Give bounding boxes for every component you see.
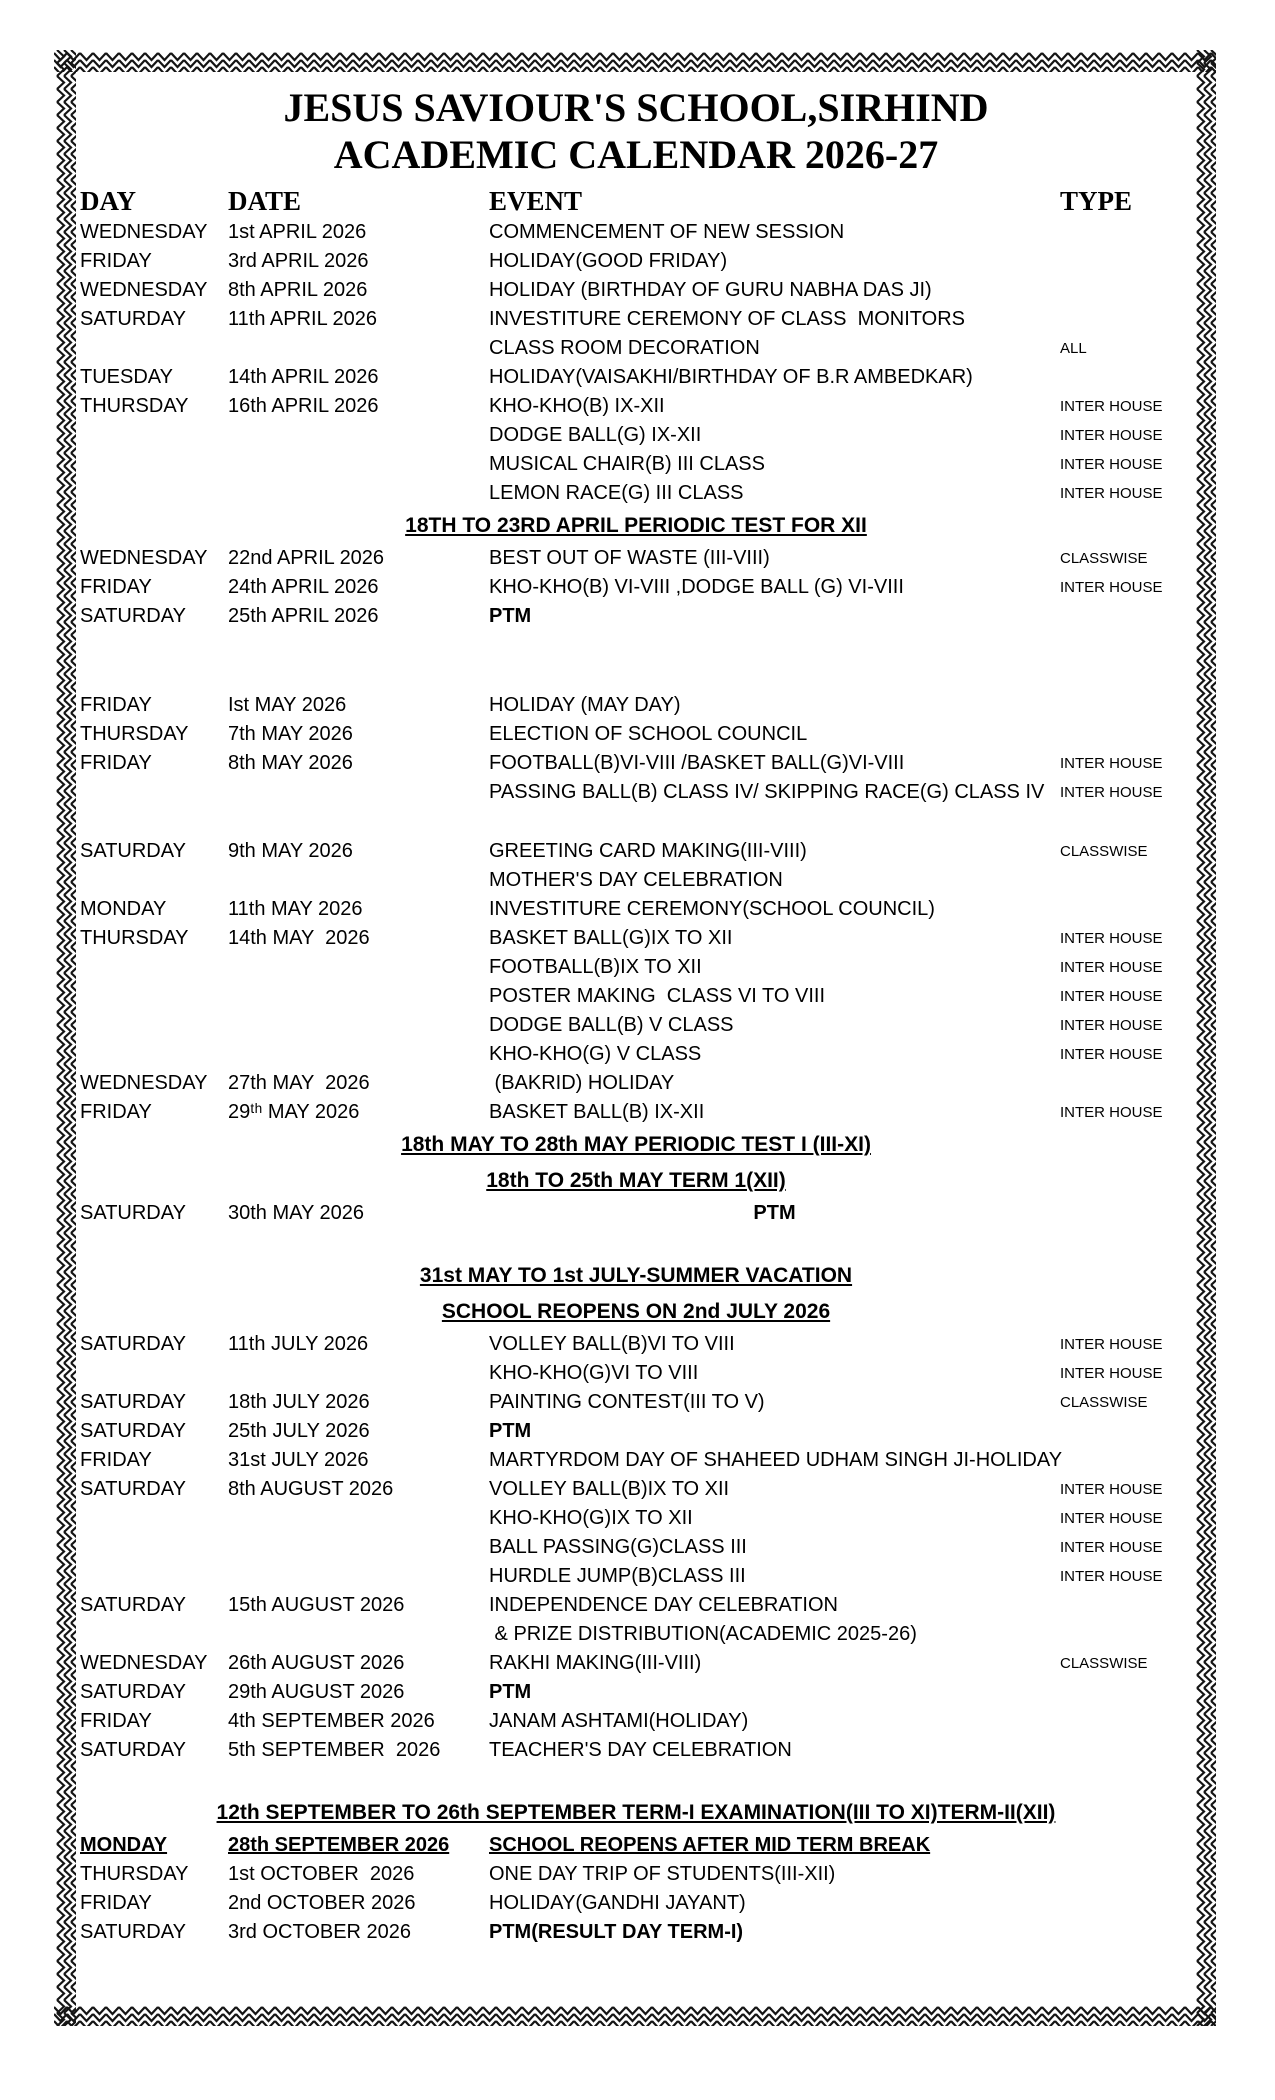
day-cell bbox=[80, 982, 228, 1011]
event-cell: BALL PASSING(G)CLASS III bbox=[489, 1536, 747, 1558]
event-cell: VOLLEY BALL(B)VI TO VIII bbox=[489, 1333, 735, 1355]
calendar-row bbox=[80, 1707, 1192, 1736]
type-cell: CLASSWISE bbox=[1060, 1394, 1148, 1411]
day-cell: THURSDAY bbox=[80, 1863, 189, 1885]
date-cell: 1st OCTOBER 2026 bbox=[228, 1863, 415, 1885]
row-gap bbox=[80, 1228, 1192, 1258]
day-cell bbox=[80, 1562, 228, 1591]
event-cell: PASSING BALL(B) CLASS IV/ SKIPPING RACE(G) CLASS IV bbox=[489, 781, 1045, 803]
date-cell: 28th SEPTEMBER 2026 bbox=[228, 1834, 450, 1856]
section-heading: 12th SEPTEMBER TO 26th SEPTEMBER TERM-I EXAMINATION(III TO XI)TERM-II(XII) bbox=[216, 1801, 1056, 1824]
calendar-row bbox=[80, 247, 1192, 276]
day-cell: SATURDAY bbox=[80, 308, 186, 330]
date-cell: 8th AUGUST 2026 bbox=[228, 1478, 394, 1500]
calendar-row bbox=[80, 1504, 1192, 1533]
event-cell: HOLIDAY (BIRTHDAY OF GURU NABHA DAS JI) bbox=[489, 279, 932, 301]
event-cell: INVESTITURE CEREMONY OF CLASS MONITORS bbox=[489, 308, 965, 330]
event-cell: PTM bbox=[489, 1681, 532, 1703]
calendar-row bbox=[80, 1678, 1192, 1707]
calendar-row bbox=[80, 1918, 1192, 1947]
row-gap bbox=[80, 631, 1192, 691]
calendar-row bbox=[80, 1359, 1192, 1388]
date-cell: 15th AUGUST 2026 bbox=[228, 1594, 405, 1616]
event-cell: BASKET BALL(G)IX TO XII bbox=[489, 927, 733, 949]
date-cell bbox=[228, 982, 489, 1011]
date-cell bbox=[228, 1533, 489, 1562]
calendar-row bbox=[80, 1591, 1192, 1620]
type-cell bbox=[1060, 691, 1192, 720]
date-cell bbox=[228, 1620, 489, 1649]
day-cell: WEDNESDAY bbox=[80, 279, 208, 301]
date-cell bbox=[228, 421, 489, 450]
section-heading: SCHOOL REOPENS ON 2nd JULY 2026 bbox=[441, 1300, 831, 1323]
event-cell: JANAM ASHTAMI(HOLIDAY) bbox=[489, 1710, 749, 1732]
day-cell bbox=[80, 1504, 228, 1533]
section-heading: 18TH TO 23RD APRIL PERIODIC TEST FOR XII bbox=[405, 514, 867, 537]
calendar-row bbox=[80, 1831, 1192, 1860]
date-cell: Ist MAY 2026 bbox=[228, 694, 347, 716]
column-header-event: EVENT bbox=[489, 186, 583, 216]
type-cell bbox=[1060, 1736, 1192, 1765]
event-cell: KHO-KHO(B) IX-XII bbox=[489, 395, 665, 417]
event-cell: HURDLE JUMP(B)CLASS III bbox=[489, 1565, 746, 1587]
event-cell: POSTER MAKING CLASS VI TO VIII bbox=[489, 985, 826, 1007]
type-cell: INTER HOUSE bbox=[1060, 398, 1163, 415]
calendar-row bbox=[80, 573, 1192, 602]
date-cell: 30th MAY 2026 bbox=[228, 1202, 365, 1224]
type-cell: INTER HOUSE bbox=[1060, 1046, 1163, 1063]
day-cell bbox=[80, 421, 228, 450]
date-cell: 4th SEPTEMBER 2026 bbox=[228, 1710, 435, 1732]
event-cell: KHO-KHO(B) VI-VIII ,DODGE BALL (G) VI-VIII bbox=[489, 576, 904, 598]
column-header-date: DATE bbox=[228, 186, 302, 216]
day-cell bbox=[80, 1040, 228, 1069]
calendar-row bbox=[80, 1040, 1192, 1069]
day-cell: SATURDAY bbox=[80, 1478, 186, 1500]
day-cell: MONDAY bbox=[80, 898, 167, 920]
day-cell bbox=[80, 953, 228, 982]
day-cell: SATURDAY bbox=[80, 840, 186, 862]
type-cell bbox=[1060, 1069, 1192, 1098]
day-cell: FRIDAY bbox=[80, 1892, 152, 1914]
type-cell: ALL bbox=[1060, 340, 1087, 357]
type-cell bbox=[1060, 602, 1192, 631]
date-cell: 25th JULY 2026 bbox=[228, 1420, 370, 1442]
calendar-row bbox=[80, 1011, 1192, 1040]
day-cell: THURSDAY bbox=[80, 723, 189, 745]
calendar-row bbox=[80, 1533, 1192, 1562]
section-heading: 18th MAY TO 28th MAY PERIODIC TEST I (III-XI) bbox=[401, 1133, 871, 1156]
type-cell: CLASSWISE bbox=[1060, 550, 1148, 567]
type-cell bbox=[1060, 247, 1192, 276]
event-cell: COMMENCEMENT OF NEW SESSION bbox=[489, 221, 845, 243]
calendar-row bbox=[80, 837, 1192, 866]
type-cell bbox=[1060, 1417, 1192, 1446]
type-cell bbox=[1060, 305, 1192, 334]
type-cell: INTER HOUSE bbox=[1060, 1104, 1163, 1121]
date-cell bbox=[228, 778, 489, 807]
type-cell: INTER HOUSE bbox=[1060, 784, 1163, 801]
date-cell: 7th MAY 2026 bbox=[228, 723, 353, 745]
date-cell: 22nd APRIL 2026 bbox=[228, 547, 385, 569]
type-cell bbox=[1060, 1918, 1192, 1947]
type-cell: INTER HOUSE bbox=[1060, 988, 1163, 1005]
calendar-row bbox=[80, 895, 1192, 924]
date-cell bbox=[228, 450, 489, 479]
section-heading: 31st MAY TO 1st JULY-SUMMER VACATION bbox=[419, 1264, 853, 1287]
type-cell bbox=[1060, 1707, 1192, 1736]
date-cell: 2nd OCTOBER 2026 bbox=[228, 1892, 416, 1914]
day-cell: THURSDAY bbox=[80, 927, 189, 949]
date-cell: 14th APRIL 2026 bbox=[228, 366, 379, 388]
column-header-type: TYPE bbox=[1060, 186, 1133, 216]
date-cell bbox=[228, 1359, 489, 1388]
calendar-row bbox=[80, 866, 1192, 895]
calendar-row bbox=[80, 1069, 1192, 1098]
date-cell: 18th JULY 2026 bbox=[228, 1391, 370, 1413]
event-cell: KHO-KHO(G) V CLASS bbox=[489, 1043, 702, 1065]
calendar-title: ACADEMIC CALENDAR 2026-27 bbox=[333, 132, 939, 177]
event-cell: PTM bbox=[753, 1202, 796, 1224]
event-cell: PAINTING CONTEST(III TO V) bbox=[489, 1391, 765, 1413]
rows bbox=[80, 218, 1192, 1947]
calendar-row bbox=[80, 1620, 1192, 1649]
calendar-row bbox=[80, 479, 1192, 508]
event-cell: PTM(RESULT DAY TERM-I) bbox=[489, 1921, 744, 1943]
event-cell: MARTYRDOM DAY OF SHAHEED UDHAM SINGH JI-HOLIDAY bbox=[489, 1449, 1063, 1471]
type-cell: INTER HOUSE bbox=[1060, 579, 1163, 596]
calendar-row bbox=[80, 1098, 1192, 1127]
calendar-row bbox=[80, 1417, 1192, 1446]
type-cell: INTER HOUSE bbox=[1060, 1365, 1163, 1382]
date-cell bbox=[228, 334, 489, 363]
date-cell: 11th MAY 2026 bbox=[228, 898, 363, 920]
type-cell: INTER HOUSE bbox=[1060, 1539, 1163, 1556]
type-cell: INTER HOUSE bbox=[1060, 959, 1163, 976]
calendar-row bbox=[80, 982, 1192, 1011]
column-header-day: DAY bbox=[80, 186, 137, 216]
event-cell: BEST OUT OF WASTE (III-VIII) bbox=[489, 547, 770, 569]
event-cell: & PRIZE DISTRIBUTION(ACADEMIC 2025-26) bbox=[489, 1623, 917, 1645]
zigzag-border-bottom bbox=[54, 2004, 1216, 2026]
calendar-row bbox=[80, 1199, 1192, 1228]
school-name: JESUS SAVIOUR'S SCHOOL,SIRHIND bbox=[283, 85, 989, 130]
day-cell: FRIDAY bbox=[80, 752, 152, 774]
calendar-row bbox=[80, 1860, 1192, 1889]
date-cell bbox=[228, 1011, 489, 1040]
type-cell bbox=[1060, 1831, 1192, 1860]
type-cell bbox=[1060, 1678, 1192, 1707]
date-cell: 5th SEPTEMBER 2026 bbox=[228, 1739, 441, 1761]
day-cell: SATURDAY bbox=[80, 605, 186, 627]
event-cell: MOTHER'S DAY CELEBRATION bbox=[489, 869, 783, 891]
day-cell: WEDNESDAY bbox=[80, 547, 208, 569]
event-cell: KHO-KHO(G)VI TO VIII bbox=[489, 1362, 699, 1384]
type-cell bbox=[1060, 1889, 1192, 1918]
event-cell: CLASS ROOM DECORATION bbox=[489, 337, 760, 359]
event-cell: LEMON RACE(G) III CLASS bbox=[489, 482, 744, 504]
event-cell: BASKET BALL(B) IX-XII bbox=[489, 1101, 705, 1123]
event-cell: KHO-KHO(G)IX TO XII bbox=[489, 1507, 693, 1529]
event-cell: HOLIDAY(VAISAKHI/BIRTHDAY OF B.R AMBEDKAR) bbox=[489, 366, 973, 388]
day-cell bbox=[80, 450, 228, 479]
event-cell: VOLLEY BALL(B)IX TO XII bbox=[489, 1478, 730, 1500]
event-cell: DODGE BALL(G) IX-XII bbox=[489, 424, 702, 446]
date-cell: 16th APRIL 2026 bbox=[228, 395, 379, 417]
date-cell: 24th APRIL 2026 bbox=[228, 576, 379, 598]
calendar-row bbox=[80, 1446, 1192, 1475]
event-cell: INVESTITURE CEREMONY(SCHOOL COUNCIL) bbox=[489, 898, 935, 920]
day-cell bbox=[80, 1620, 228, 1649]
calendar-row bbox=[80, 334, 1192, 363]
date-cell: 9th MAY 2026 bbox=[228, 840, 353, 862]
event-cell: GREETING CARD MAKING(III-VIII) bbox=[489, 840, 807, 862]
column-header-row bbox=[80, 184, 1192, 218]
calendar-row bbox=[80, 953, 1192, 982]
type-cell bbox=[1060, 1591, 1192, 1620]
calendar-row bbox=[80, 1562, 1192, 1591]
event-cell: RAKHI MAKING(III-VIII) bbox=[489, 1652, 702, 1674]
calendar-row bbox=[80, 276, 1192, 305]
event-cell: FOOTBALL(B)IX TO XII bbox=[489, 956, 702, 978]
type-cell: CLASSWISE bbox=[1060, 843, 1148, 860]
day-cell: WEDNESDAY bbox=[80, 1072, 208, 1094]
day-cell: WEDNESDAY bbox=[80, 1652, 208, 1674]
event-cell: (BAKRID) HOLIDAY bbox=[489, 1072, 675, 1094]
date-cell: 26th AUGUST 2026 bbox=[228, 1652, 405, 1674]
day-cell: SATURDAY bbox=[80, 1202, 186, 1224]
type-cell: INTER HOUSE bbox=[1060, 1481, 1163, 1498]
type-cell bbox=[1060, 866, 1192, 895]
day-cell: FRIDAY bbox=[80, 576, 152, 598]
day-cell bbox=[80, 866, 228, 895]
day-cell bbox=[80, 479, 228, 508]
calendar-row bbox=[80, 778, 1192, 807]
type-cell bbox=[1060, 895, 1192, 924]
date-cell: 29ᵗʰ MAY 2026 bbox=[228, 1101, 360, 1123]
event-cell: FOOTBALL(B)VI-VIII /BASKET BALL(G)VI-VIII bbox=[489, 752, 905, 774]
calendar-row bbox=[80, 1475, 1192, 1504]
type-cell: INTER HOUSE bbox=[1060, 1017, 1163, 1034]
zigzag-border-left bbox=[54, 50, 76, 2026]
day-cell: SATURDAY bbox=[80, 1739, 186, 1761]
day-cell: FRIDAY bbox=[80, 1710, 152, 1732]
type-cell: INTER HOUSE bbox=[1060, 1336, 1163, 1353]
type-cell bbox=[1060, 1860, 1192, 1889]
date-cell bbox=[228, 866, 489, 895]
type-cell bbox=[1060, 720, 1192, 749]
date-cell: 8th MAY 2026 bbox=[228, 752, 353, 774]
day-cell: SATURDAY bbox=[80, 1594, 186, 1616]
day-cell: FRIDAY bbox=[80, 1101, 152, 1123]
type-cell: INTER HOUSE bbox=[1060, 427, 1163, 444]
day-cell bbox=[80, 1011, 228, 1040]
calendar-row bbox=[80, 218, 1192, 247]
date-cell bbox=[228, 953, 489, 982]
event-cell: MUSICAL CHAIR(B) III CLASS bbox=[489, 453, 765, 475]
type-cell: INTER HOUSE bbox=[1060, 456, 1163, 473]
date-cell: 3rd APRIL 2026 bbox=[228, 250, 369, 272]
date-cell: 29th AUGUST 2026 bbox=[228, 1681, 405, 1703]
date-cell: 11th APRIL 2026 bbox=[228, 308, 378, 330]
zigzag-border-right bbox=[1194, 50, 1216, 2026]
type-cell: INTER HOUSE bbox=[1060, 930, 1163, 947]
date-cell: 14th MAY 2026 bbox=[228, 927, 370, 949]
day-cell: SATURDAY bbox=[80, 1333, 186, 1355]
date-cell bbox=[228, 479, 489, 508]
calendar-row bbox=[80, 544, 1192, 573]
type-cell: INTER HOUSE bbox=[1060, 1568, 1163, 1585]
event-cell: PTM bbox=[489, 1420, 532, 1442]
date-cell: 1st APRIL 2026 bbox=[228, 221, 367, 243]
event-cell: DODGE BALL(B) V CLASS bbox=[489, 1014, 734, 1036]
calendar-row bbox=[80, 720, 1192, 749]
calendar-row bbox=[80, 1889, 1192, 1918]
calendar-row bbox=[80, 924, 1192, 953]
day-cell: THURSDAY bbox=[80, 395, 189, 417]
date-cell: 3rd OCTOBER 2026 bbox=[228, 1921, 412, 1943]
row-gap bbox=[80, 807, 1192, 837]
day-cell: MONDAY bbox=[80, 1834, 168, 1856]
type-cell: INTER HOUSE bbox=[1060, 755, 1163, 772]
day-cell: SATURDAY bbox=[80, 1391, 186, 1413]
date-cell bbox=[228, 1562, 489, 1591]
calendar-row bbox=[80, 1388, 1192, 1417]
type-cell: CLASSWISE bbox=[1060, 1655, 1148, 1672]
date-cell: 31st JULY 2026 bbox=[228, 1449, 369, 1471]
day-cell: SATURDAY bbox=[80, 1921, 186, 1943]
date-cell: 11th JULY 2026 bbox=[228, 1333, 369, 1355]
date-cell: 27th MAY 2026 bbox=[228, 1072, 370, 1094]
event-cell: HOLIDAY(GANDHI JAYANT) bbox=[489, 1892, 746, 1914]
date-cell: 8th APRIL 2026 bbox=[228, 279, 368, 301]
type-cell bbox=[1060, 1199, 1192, 1228]
type-cell: INTER HOUSE bbox=[1060, 1510, 1163, 1527]
type-cell bbox=[1060, 363, 1192, 392]
day-cell: TUESDAY bbox=[80, 366, 173, 388]
day-cell bbox=[80, 1533, 228, 1562]
calendar-row bbox=[80, 421, 1192, 450]
type-cell bbox=[1060, 1620, 1192, 1649]
zigzag-border-top bbox=[54, 50, 1216, 72]
type-cell bbox=[1060, 276, 1192, 305]
day-cell: FRIDAY bbox=[80, 1449, 152, 1471]
day-cell: FRIDAY bbox=[80, 694, 152, 716]
type-cell bbox=[1060, 1446, 1192, 1475]
calendar-row bbox=[80, 691, 1192, 720]
event-cell: SCHOOL REOPENS AFTER MID TERM BREAK bbox=[489, 1834, 931, 1856]
day-cell bbox=[80, 778, 228, 807]
event-cell: HOLIDAY(GOOD FRIDAY) bbox=[489, 250, 728, 272]
day-cell: SATURDAY bbox=[80, 1420, 186, 1442]
day-cell bbox=[80, 1359, 228, 1388]
day-cell: SATURDAY bbox=[80, 1681, 186, 1703]
date-cell: 25th APRIL 2026 bbox=[228, 605, 379, 627]
date-cell bbox=[228, 1040, 489, 1069]
type-cell: INTER HOUSE bbox=[1060, 485, 1163, 502]
day-cell bbox=[80, 334, 228, 363]
calendar-row bbox=[80, 1736, 1192, 1765]
section-heading: 18th TO 25th MAY TERM 1(XII) bbox=[486, 1169, 786, 1192]
date-cell bbox=[228, 1504, 489, 1533]
event-cell: ELECTION OF SCHOOL COUNCIL bbox=[489, 723, 808, 745]
type-cell bbox=[1060, 218, 1192, 247]
calendar-row bbox=[80, 305, 1192, 334]
event-cell: ONE DAY TRIP OF STUDENTS(III-XII) bbox=[489, 1863, 836, 1885]
calendar-row bbox=[80, 749, 1192, 778]
calendar-row bbox=[80, 363, 1192, 392]
day-cell: WEDNESDAY bbox=[80, 221, 208, 243]
event-cell: PTM bbox=[489, 605, 532, 627]
calendar-row bbox=[80, 392, 1192, 421]
calendar-content bbox=[80, 84, 1192, 1947]
event-cell: INDEPENDENCE DAY CELEBRATION bbox=[489, 1594, 838, 1616]
calendar-row bbox=[80, 450, 1192, 479]
calendar-row bbox=[80, 1330, 1192, 1359]
calendar-row bbox=[80, 1649, 1192, 1678]
calendar-row bbox=[80, 602, 1192, 631]
row-gap bbox=[80, 1765, 1192, 1795]
event-cell: HOLIDAY (MAY DAY) bbox=[489, 694, 681, 716]
day-cell: FRIDAY bbox=[80, 250, 152, 272]
event-cell: TEACHER'S DAY CELEBRATION bbox=[489, 1739, 792, 1761]
